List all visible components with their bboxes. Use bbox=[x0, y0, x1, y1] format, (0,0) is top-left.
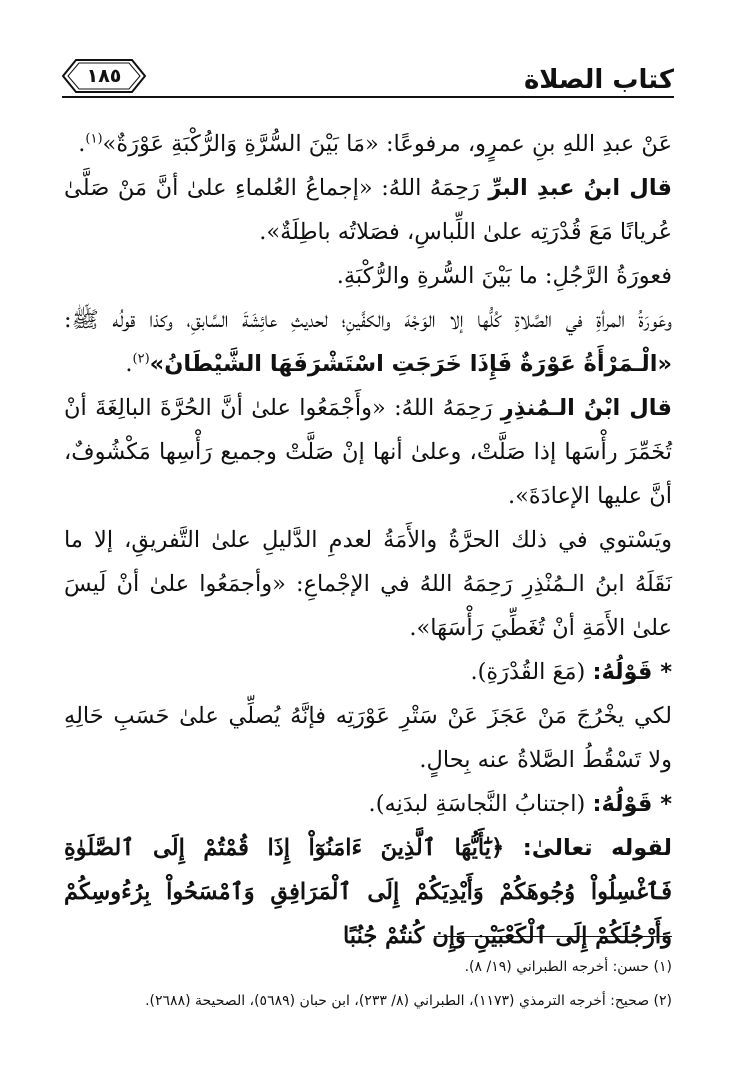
footnote-ref: (١) bbox=[85, 131, 103, 147]
footnotes bbox=[64, 950, 672, 1018]
page-number-badge bbox=[62, 59, 146, 93]
paragraph-text: لكي يخْرُجَ مَنْ عَجَزَ عَنْ سَتْرِ عَوْرَتِه فإنَّهُ يُصلِّي علىٰ حَسَبِ حَالِهِ ولا تَسْقُطُ الصَّلاةُ عنه بِحالٍ. bbox=[64, 703, 672, 773]
matn-text: (مَعَ القُدْرَةِ). bbox=[470, 659, 593, 685]
chapter-title: كتاب الصلاة bbox=[523, 65, 674, 95]
page-number: ١٨٥ bbox=[86, 65, 122, 87]
footnote-ref: (٢) bbox=[132, 351, 150, 367]
header-divider bbox=[62, 96, 674, 98]
scholar-name: قال ابْنُ الـمُنذِرِ bbox=[500, 395, 672, 421]
paragraph bbox=[64, 386, 672, 518]
scholar-name: قال ابنُ عبدِ البرِّ bbox=[488, 175, 672, 201]
paragraph-text: وعَورَةُ المرأةِ في الصَّلاةِ كُلُّها إلا الوَجْهَ والكفَّينِ؛ لحديثِ عائِشَةَ السَّابقِ، وكذا قولُه ﷺ: bbox=[64, 307, 672, 333]
paragraph-text: فعورَةُ الرَّجُلِ: ما بَيْنَ السُّرةِ والرُّكْبَةِ. bbox=[336, 263, 672, 289]
quran-verse: ﴿يَٰٓأَيُّهَا ٱلَّذِينَ ءَامَنُوٓاْ إِذَا قُمْتُمْ إِلَى ٱلصَّلَوٰةِ فَٱغْسِلُواْ وُجُوهَكُمْ وَأَيْدِيَكُمْ إِلَى ٱلْمَرَافِقِ وَٱمْسَحُواْ بِرُءُوسِكُمْ وَأَرْجُلَكُمْ إِلَى ٱلْكَعْبَيْنِ وَإِن كُنتُمْ جُنُبًا bbox=[64, 835, 672, 949]
hadith-quote: «الْـمَرْأَةُ عَوْرَةٌ فَإِذَا خَرَجَتِ اسْتَشْرَفَهَا الشَّيْطَانُ» bbox=[149, 351, 672, 377]
paragraph bbox=[64, 782, 672, 826]
footnote-item: (٢) صحيح: أخرجه الترمذي (١١٧٣)، الطبراني (٨/ ٢٣٣)، ابن حبان (٥٦٨٩)، الصحيحة (٢٦٨٨). bbox=[145, 993, 672, 1009]
footnote-divider bbox=[434, 936, 672, 937]
quote-text: رَحِمَهُ اللهُ: «وأَجْمَعُوا علىٰ أنَّ الحُرَّةَ البالِغَةَ أنْ تُخَمِّرَ رأْسَها إذا صَلَّتْ، وعلىٰ أنها إنْ صَلَّتْ وجميع رَأْسِها مَكْشُوفٌ، أنَّ عليها الإعادَةَ». bbox=[64, 395, 672, 509]
hadith-text: عَنْ عبدِ اللهِ بنِ عمرٍو، مرفوعًا: «مَا بَيْنَ السُّرَّةِ وَالرُّكْبَةِ عَوْرَةٌ» bbox=[102, 131, 672, 157]
main-text bbox=[64, 122, 672, 958]
footnote-item: (١) حسن: أخرجه الطبراني (١٩/ ٨). bbox=[464, 959, 672, 975]
paragraph bbox=[64, 518, 672, 650]
paragraph bbox=[64, 166, 672, 254]
paragraph bbox=[64, 826, 672, 958]
paragraph bbox=[64, 254, 672, 298]
paragraph: وعَورَةُ المرأةِ في الصَّلاةِ كُلُّها إلا الوَجْهَ والكفَّينِ؛ لحديثِ عائِشَةَ السَّابقِ، وكذا قولُه ﷺ: «الْـمَرْأَةُ عَوْرَةٌ فَإِذَا خَرَجَتِ اسْتَشْرَفَهَا الشَّيْطَانُ»$^{(٢)}$. bbox=[64, 307, 672, 377]
quote-text: رَحِمَهُ اللهُ: «إجماعُ العُلماءِ علىٰ أنَّ مَنْ صَلَّىٰ عُريانًا مَعَ قُدْرَتِه علىٰ اللِّباسِ، فصَلاتُه باطِلَةٌ». bbox=[64, 175, 672, 245]
matn-marker: * قَوْلُهُ: bbox=[592, 659, 672, 685]
paragraph bbox=[64, 694, 672, 782]
paragraph: عَنْ عبدِ اللهِ بنِ عمرٍو، مرفوعًا: «مَا بَيْنَ السُّرَّةِ وَالرُّكْبَةِ عَوْرَةٌ»$^{(١)}$. bbox=[78, 131, 672, 157]
matn-marker: * قَوْلُهُ: bbox=[592, 791, 672, 817]
paragraph bbox=[64, 650, 672, 694]
matn-text: (اجتنابُ النَّجاسَةِ لبدَنِه). bbox=[368, 791, 593, 817]
paragraph-text: ويَسْتوي في ذلك الحرَّةُ والأَمَةُ لعدمِ الدَّليلِ علىٰ التَّفريقِ، إلا ما نَقَلَهُ ابنُ الـمُنْذِرِ رَحِمَهُ اللهُ في الإجْماعِ: «وأجمَعُوا علىٰ أنْ لَيسَ علىٰ الأَمَةِ أنْ تُغَطِّيَ رَأْسَهَا». bbox=[64, 527, 672, 641]
verse-intro: لقوله تعالىٰ: bbox=[522, 835, 673, 861]
